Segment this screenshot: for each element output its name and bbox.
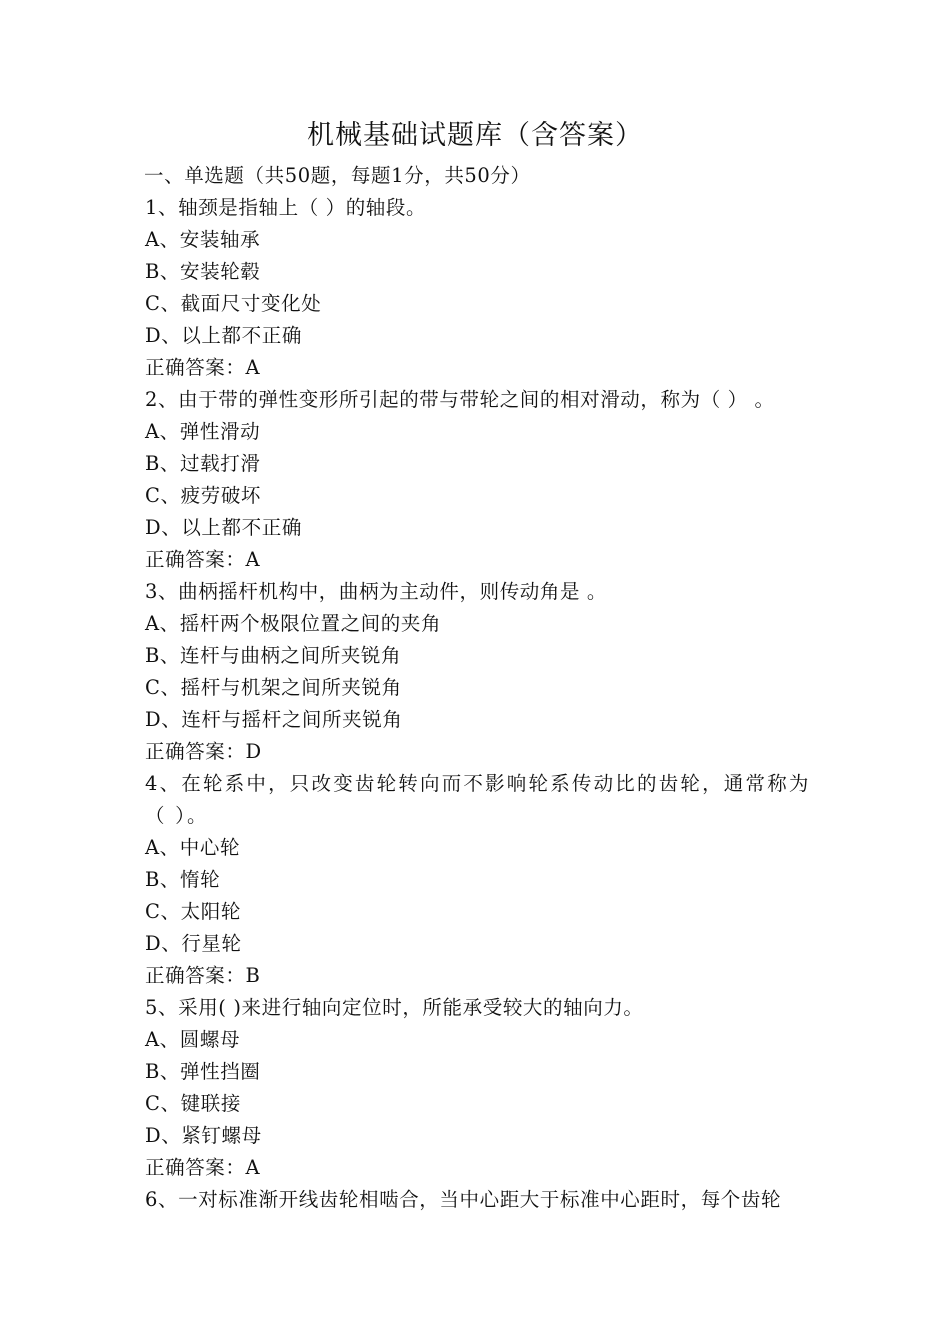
option-d: D、紧钉螺母 [145,1124,262,1147]
question-stem: 6、一对标准渐开线齿轮相啮合，当中心距大于标准中心距时，每个齿轮 [145,1188,782,1211]
option-b: B、过载打滑 [145,452,261,475]
option-a: A、中心轮 [145,836,241,859]
option-a: A、安装轴承 [145,228,261,251]
option-b: B、安装轮毂 [145,260,261,283]
option-d: D、以上都不正确 [145,324,302,347]
document-title: 机械基础试题库（含答案） [307,120,643,151]
question-stem: 3、曲柄摇杆机构中，曲柄为主动件，则传动角是 。 [145,580,608,603]
correct-answer: 正确答案：D [145,740,262,763]
correct-answer: 正确答案：A [145,1156,261,1179]
option-b: B、惰轮 [145,868,221,891]
option-a: A、弹性滑动 [145,420,261,443]
section-heading: 一、单选题（共50题，每题1分，共50分） [144,164,531,187]
question-stem: 1、轴颈是指轴上（ ）的轴段。 [145,196,427,219]
option-c: C、太阳轮 [145,900,241,923]
option-c: C、摇杆与机架之间所夹锐角 [145,676,402,699]
question-stem: 2、由于带的弹性变形所引起的带与带轮之间的相对滑动，称为（ ） 。 [145,388,775,411]
option-a: A、摇杆两个极限位置之间的夹角 [145,612,442,635]
question-stem: 5、采用( )来进行轴向定位时，所能承受较大的轴向力。 [145,996,644,1019]
option-d: D、连杆与摇杆之间所夹锐角 [145,708,403,731]
option-d: D、以上都不正确 [145,516,302,539]
option-c: C、键联接 [145,1092,241,1115]
option-a: A、圆螺母 [145,1028,241,1051]
option-c: C、疲劳破坏 [145,484,262,507]
question-stem: 4、在轮系中，只改变齿轮转向而不影响轮系传动比的齿轮，通常称为（ ）。 [145,772,811,827]
correct-answer: 正确答案：A [145,548,261,571]
correct-answer: 正确答案：A [145,356,261,379]
option-c: C、截面尺寸变化处 [145,292,322,315]
correct-answer: 正确答案：B [145,964,261,987]
option-b: B、连杆与曲柄之间所夹锐角 [145,644,402,667]
option-b: B、弹性挡圈 [145,1060,261,1083]
option-d: D、行星轮 [145,932,242,955]
document-body [145,160,815,1216]
